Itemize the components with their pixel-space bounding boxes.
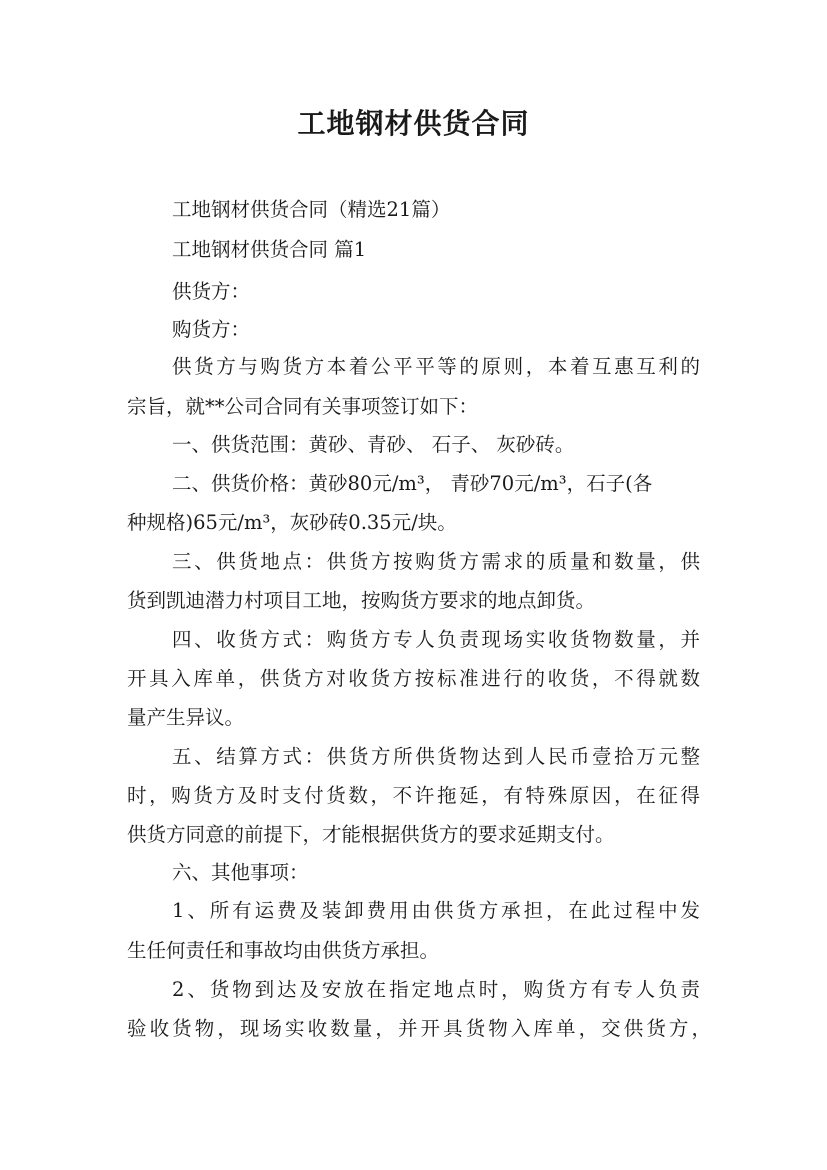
paragraph-line: 验收货物，现场实收数量，并开具货物入库单，交供货方， — [127, 1017, 711, 1040]
subtitle-line: 工地钢材供货合同（精选21篇） — [172, 198, 451, 221]
paragraph-line: 生任何责任和事故均由供货方承担。 — [127, 939, 440, 962]
buyer-label: 购货方： — [172, 318, 251, 341]
supplier-label: 供货方： — [172, 280, 251, 303]
paragraph-line: 供货方与购货方本着公平平等的原则，本着互惠互利的 — [172, 355, 700, 378]
clause-receiving: 四、收货方式：购货方专人负责现场实收货物数量，并 — [172, 628, 700, 651]
paragraph-line: 宗旨，就**公司合同有关事项签订如下： — [127, 395, 479, 418]
paragraph-line: 种规格)65元/m³，灰砂砖0.35元/块。 — [127, 511, 457, 534]
section-heading: 工地钢材供货合同 篇1 — [172, 238, 367, 261]
paragraph-line: 量产生异议。 — [127, 706, 245, 729]
item-1: 1、所有运费及装卸费用由供货方承担，在此过程中发 — [172, 899, 700, 922]
clause-other: 六、其他事项： — [172, 861, 309, 884]
clause-location: 三、供货地点：供货方按购货方需求的质量和数量，供 — [172, 550, 700, 573]
paragraph-line: 供货方同意的前提下，才能根据供货方的要求延期支付。 — [127, 823, 615, 846]
paragraph-line: 时，购货方及时支付货数，不许拖延，有特殊原因，在征得 — [127, 784, 700, 807]
paragraph-line: 货到凯迪潜力村项目工地，按购货方要求的地点卸货。 — [127, 589, 596, 612]
clause-price: 二、供货价格：黄砂80元/m³， 青砂70元/m³，石子(各 — [172, 472, 653, 495]
item-2: 2、货物到达及安放在指定地点时，购货方有专人负责 — [172, 978, 700, 1001]
paragraph-line: 开具入库单，供货方对收货方按标准进行的收货，不得就数 — [127, 667, 700, 690]
clause-scope: 一、供货范围：黄砂、青砂、 石子、 灰砂砖。 — [172, 433, 575, 456]
document-title: 工地钢材供货合同 — [297, 107, 530, 140]
clause-settlement: 五、结算方式：供货方所供货物达到人民币壹拾万元整 — [172, 745, 700, 768]
